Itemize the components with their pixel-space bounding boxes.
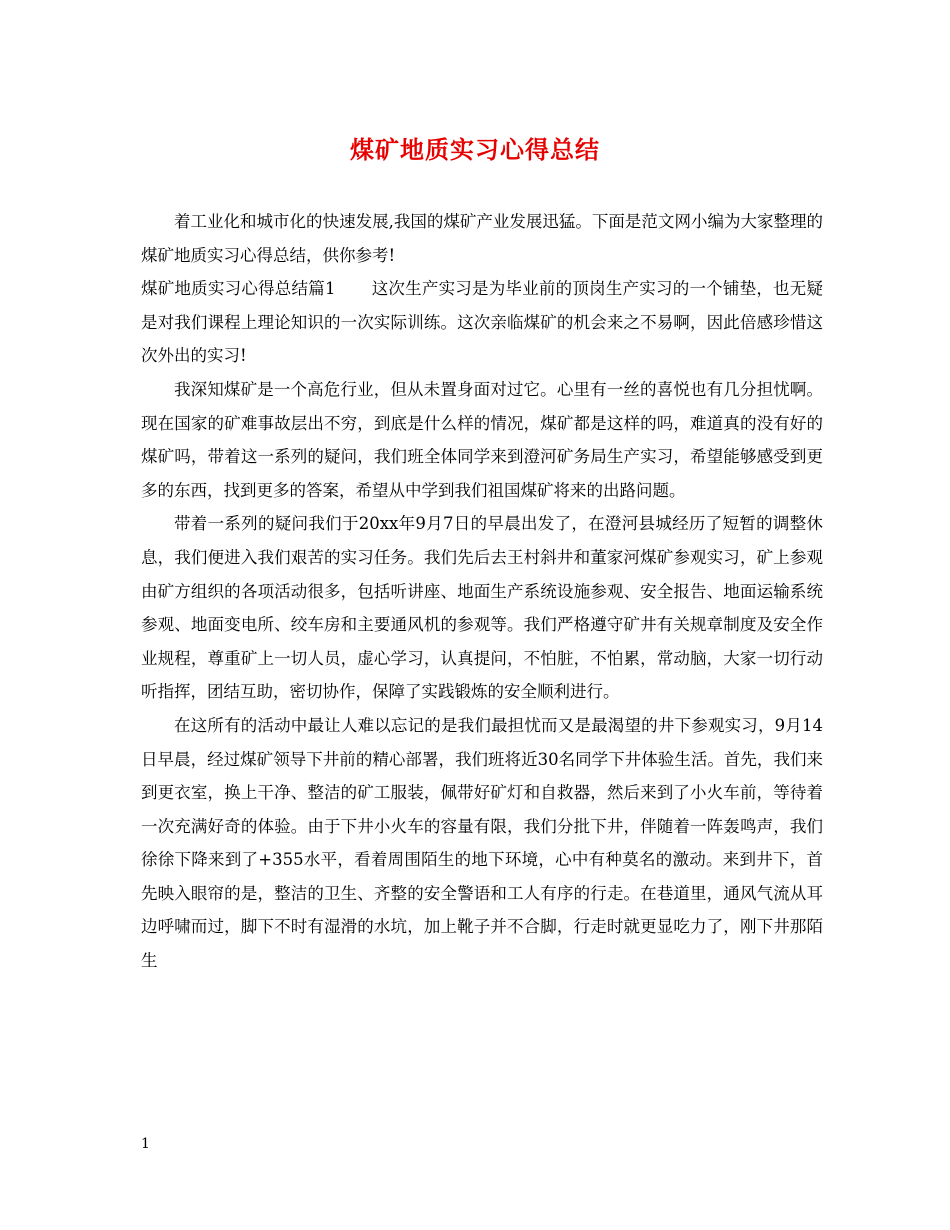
document-title: 煤矿地质实习心得总结 [350,135,600,164]
intro-paragraph: 着工业化和城市化的快速发展,我国的煤矿产业发展迅猛。下面是范文网小编为大家整理的煤矿地质实习心得总结，供你参考! [141,212,823,265]
body-paragraph-2: 带着一系列的疑问我们于20xx年9月7日的早晨出发了，在澄河县城经历了短暂的调整休息，我们便进入我们艰苦的实习任务。我们先后去王村斜井和董家河煤矿参观实习，矿上参观由矿方组织的各项活动很多，包括听讲座、地面生产系统设施参观、安全报告、地面运输系统参观、地面变电所、绞车房和主要通风机的参观等。我们严格遵守矿井有关规章制度及安全作业规程，尊重矿上一切人员，虚心学习，认真提问，不怕脏，不怕累，常动脑，大家一切行动听指挥，团结互助，密切协作，保障了实践锻炼的安全顺利进行。 [141,514,823,702]
section-first-paragraph: 这次生产实习是为毕业前的顶岗生产实习的一个铺垫，也无疑是对我们课程上理论知识的一次实际训练。这次亲临煤矿的机会来之不易啊，因此倍感珍惜这次外出的实习! [141,279,824,366]
document-body [141,205,823,978]
page-number: 1 [141,1136,150,1152]
section-paragraph [141,272,823,373]
body-paragraph-3: 在这所有的活动中最让人难以忘记的是我们最担忧而又是最渴望的井下参观实习，9月14日早晨，经过煤矿领导下井前的精心部署，我们班将近30名同学下井体验生活。首先，我们来到更衣室，换上干净、整洁的矿工服装，佩带好矿灯和自救器，然后来到了小火车前，等待着一次充满好奇的体验。由于下井小火车的容量有限，我们分批下井，伴随着一阵轰鸣声，我们徐徐下降来到了+355水平，看着周围陌生的地下环境，心中有种莫名的激动。来到井下，首先映入眼帘的是，整洁的卫生、齐整的安全警语和工人有序的行走。在巷道里，通风气流从耳边呼啸而过，脚下不时有湿滑的水坑，加上靴子并不合脚，行走时就更显吃力了，刚下井那陌生 [141,715,823,971]
section-heading: 煤矿地质实习心得总结篇1 [141,279,336,299]
body-paragraph-1: 我深知煤矿是一个高危行业，但从未置身面对过它。心里有一丝的喜悦也有几分担忧啊。现在国家的矿难事故层出不穷，到底是什么样的情况，煤矿都是这样的吗，难道真的没有好的煤矿吗，带着这一系列的疑问，我们班全体同学来到澄河矿务局生产实习，希望能够感受到更多的东西，找到更多的答案，希望从中学到我们祖国煤矿将来的出路问题。 [141,379,823,500]
